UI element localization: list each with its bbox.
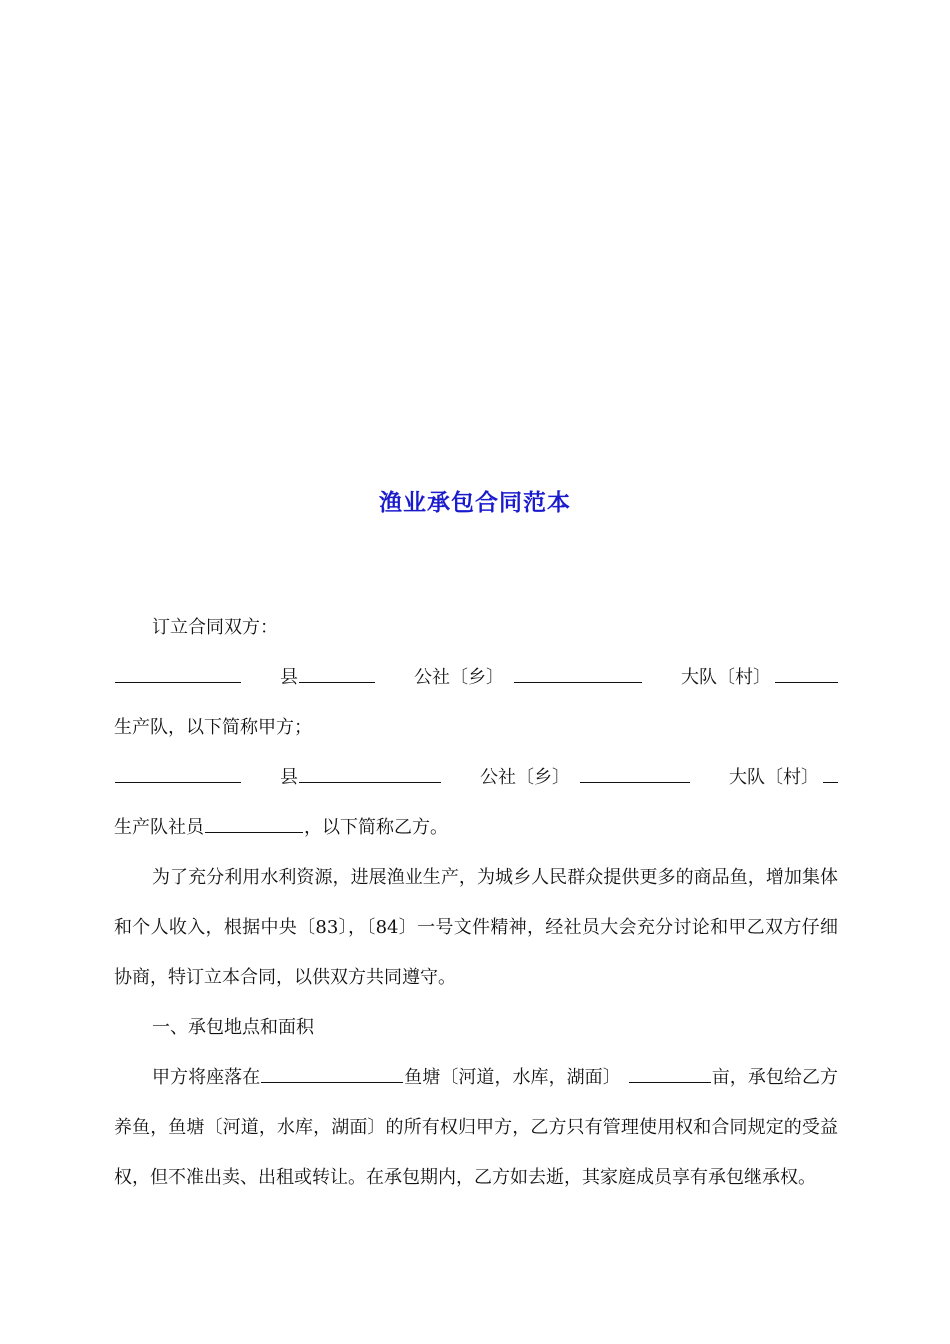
- label-brigade-a: 大队〔村〕: [681, 667, 771, 688]
- label-member-b: 生产队社员: [114, 817, 204, 838]
- document-title: 渔业承包合同范本: [379, 490, 571, 516]
- blank-county-a: [115, 681, 241, 683]
- party-b-member-line: [114, 803, 838, 853]
- party-b-line: [114, 753, 838, 803]
- blank-brigade-b: [580, 781, 690, 783]
- blank-commune-a: [299, 681, 375, 683]
- blank-county-b: [115, 781, 241, 783]
- label-county-a: 县: [280, 667, 298, 688]
- label-brigade-b: 大队〔村〕: [729, 767, 819, 788]
- label-county-b: 县: [280, 767, 298, 788]
- label-commune-b: 公社〔乡〕: [480, 767, 570, 788]
- preamble-paragraph: 为了充分利用水利资源，进展渔业生产，为城乡人民群众提供更多的商品鱼，增加集体和个人收入，根据中央〔83〕，〔84〕一号文件精神，经社员大会充分讨论和甲乙双方仔细协商，特订立本合同，以供双方共同遵守。: [114, 867, 838, 988]
- party-a-suffix: 生产队，以下简称甲方；: [114, 717, 312, 738]
- blank-commune-b: [299, 781, 441, 783]
- parties-heading: 订立合同双方：: [152, 617, 278, 638]
- document-body: [114, 603, 838, 1203]
- section-1-heading: 一、承包地点和面积: [152, 1017, 314, 1038]
- blank-team-a: [775, 681, 838, 683]
- party-b-suffix: ，以下简称乙方。: [304, 817, 448, 838]
- party-a-line: [114, 653, 838, 703]
- blank-location: [261, 1081, 403, 1083]
- label-commune-a: 公社〔乡〕: [414, 667, 504, 688]
- blank-member-b: [205, 831, 303, 833]
- section-1-lead: 甲方将座落在: [152, 1067, 261, 1088]
- section-1-rest: 亩，承包给乙方养鱼，鱼塘〔河道，水库，湖面〕的所有权归甲方，乙方只有管理使用权和合同规定的受益权，但不准出卖、出租或转让。在承包期内，乙方如去逝，其家庭成员享有承包继承权。: [114, 1067, 839, 1188]
- blank-area: [629, 1081, 711, 1083]
- section-1-pond: 鱼塘〔河道，水库，湖面〕: [404, 1067, 621, 1088]
- blank-brigade-a: [514, 681, 642, 683]
- blank-team-b: [823, 781, 838, 783]
- section-1-paragraph: [114, 1053, 838, 1203]
